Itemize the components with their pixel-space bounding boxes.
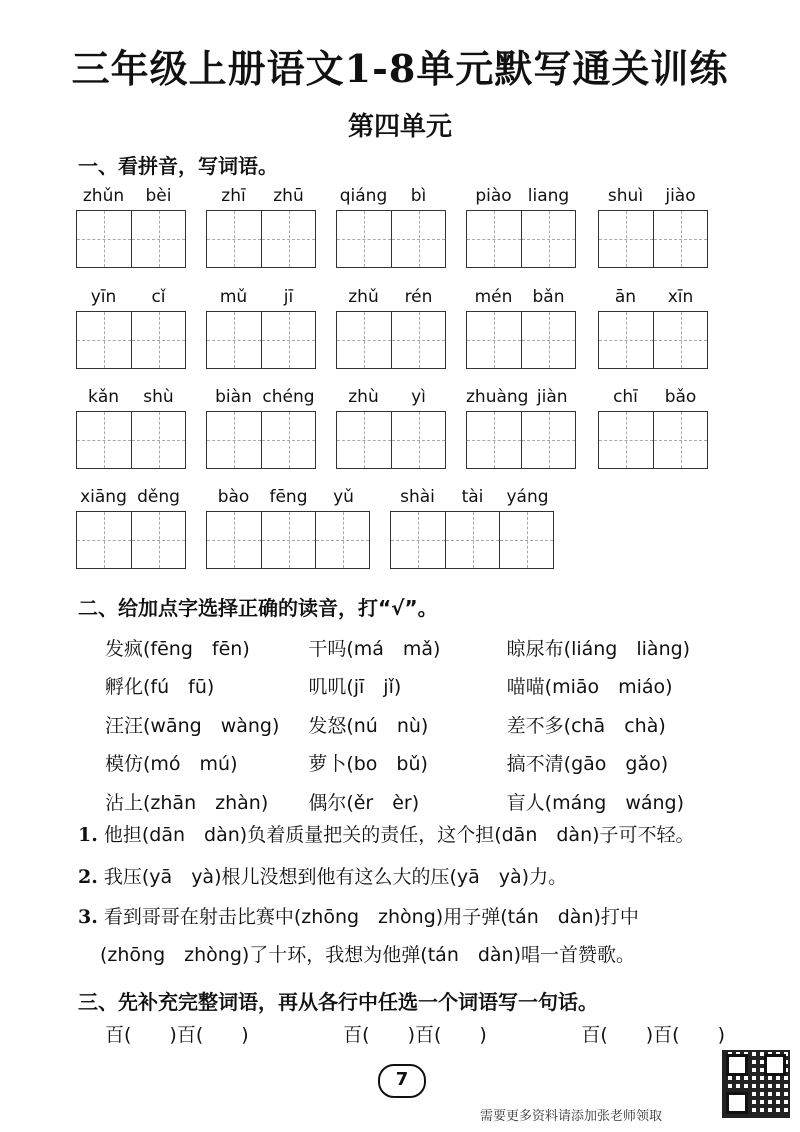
choice-row <box>105 667 705 706</box>
pinyin-label <box>336 387 446 411</box>
pinyin-label <box>206 387 316 411</box>
pinyin-syllable: chī <box>613 387 638 407</box>
pinyin-word <box>466 186 576 270</box>
page-title: 三年级上册语文1-8单元默写通关训练 <box>71 46 729 91</box>
writing-cell[interactable] <box>261 412 315 468</box>
pinyin-syllable: shù <box>143 387 174 407</box>
writing-boxes <box>336 411 446 469</box>
choice-item[interactable]: 叽叽(jī jǐ) <box>308 676 402 699</box>
writing-cell[interactable] <box>391 412 445 468</box>
writing-boxes <box>598 311 708 369</box>
pinyin-label <box>336 186 446 210</box>
pinyin-syllable: cǐ <box>151 287 166 307</box>
pinyin-word <box>76 387 186 471</box>
writing-cell[interactable] <box>337 211 391 267</box>
pinyin-label <box>598 387 708 411</box>
pinyin-syllable: jiàn <box>536 387 568 407</box>
writing-cell[interactable] <box>391 312 445 368</box>
unit-subtitle: 第四单元 <box>347 112 452 142</box>
writing-cell[interactable] <box>131 512 185 568</box>
pinyin-label <box>598 287 708 311</box>
writing-cell[interactable] <box>131 211 185 267</box>
pinyin-syllable: piào <box>475 186 512 206</box>
pinyin-syllable: zhī <box>221 186 246 206</box>
pinyin-label <box>390 487 555 511</box>
writing-cell[interactable] <box>77 512 131 568</box>
pinyin-word <box>598 287 708 371</box>
pinyin-syllable: bào <box>217 487 250 507</box>
choice-item[interactable]: 喵喵(miāo miáo) <box>506 676 673 699</box>
pinyin-syllable: zhū <box>273 186 304 206</box>
section3-heading: 三、先补充完整词语，再从各行中任选一个词语写一句话。 <box>78 990 598 1014</box>
pinyin-syllable: liang <box>527 186 570 206</box>
choice-item[interactable]: 汪汪(wāng wàng) <box>105 714 280 737</box>
pinyin-word <box>76 287 186 371</box>
writing-cell[interactable] <box>499 512 553 568</box>
choice-item[interactable]: 模仿(mó mú) <box>105 753 238 776</box>
pinyin-label <box>76 287 186 311</box>
writing-boxes <box>466 210 576 268</box>
choice-item[interactable]: 孵化(fú fū) <box>105 676 215 699</box>
writing-cell[interactable] <box>207 512 261 568</box>
pinyin-word <box>336 186 446 270</box>
writing-cell[interactable] <box>207 312 261 368</box>
writing-cell[interactable] <box>315 512 369 568</box>
pinyin-syllable: jī <box>283 287 294 307</box>
writing-boxes <box>598 411 708 469</box>
sentence-3: 3. 看到哥哥在射击比赛中(zhōng zhòng)用子弹(tán dàn)打中 <box>78 906 639 928</box>
pinyin-syllable: mǔ <box>219 287 248 307</box>
bai-blank-1[interactable]: 百( )百( ) <box>105 1024 249 1046</box>
pinyin-syllable: yì <box>411 387 426 407</box>
writing-cell[interactable] <box>261 312 315 368</box>
writing-boxes <box>76 411 186 469</box>
pinyin-word <box>76 487 186 571</box>
qr-code-icon <box>722 1050 790 1118</box>
choice-item[interactable]: 偶尔(ěr èr) <box>308 791 420 814</box>
bai-blank-2[interactable]: 百( )百( ) <box>343 1024 487 1046</box>
pinyin-syllable: bì <box>410 186 427 206</box>
pronunciation-choice-grid <box>105 628 705 821</box>
writing-cell[interactable] <box>77 412 131 468</box>
choice-item[interactable]: 搞不清(gāo gǎo) <box>506 753 669 776</box>
choice-item[interactable]: 干吗(má mǎ) <box>308 637 441 660</box>
footer-note: 需要更多资料请添加张老师领取 <box>480 1109 663 1124</box>
writing-boxes <box>76 511 186 569</box>
pinyin-syllable: shài <box>400 487 435 507</box>
writing-cell[interactable] <box>521 412 575 468</box>
pinyin-syllable: biàn <box>215 387 252 407</box>
pinyin-word <box>206 487 371 571</box>
writing-boxes <box>466 411 576 469</box>
pinyin-syllable: yīn <box>90 287 117 307</box>
choice-row <box>105 705 705 744</box>
writing-boxes <box>466 311 576 369</box>
writing-boxes <box>390 511 554 569</box>
writing-cell[interactable] <box>207 412 261 468</box>
section1-heading: 一、看拼音，写词语。 <box>78 154 278 178</box>
writing-cell[interactable] <box>131 412 185 468</box>
choice-row <box>105 628 705 667</box>
pinyin-syllable: bèi <box>145 186 172 206</box>
writing-boxes <box>336 210 446 268</box>
pinyin-syllable: yǔ <box>333 487 354 507</box>
writing-boxes <box>336 311 446 369</box>
pinyin-label <box>466 387 576 411</box>
choice-item[interactable]: 沾上(zhān zhàn) <box>105 791 269 814</box>
writing-cell[interactable] <box>77 312 131 368</box>
choice-item[interactable]: 发怒(nú nù) <box>308 714 429 737</box>
pinyin-word <box>598 387 708 471</box>
choice-row <box>105 744 705 783</box>
pinyin-label <box>76 186 186 210</box>
pinyin-syllable: bǎo <box>664 387 697 407</box>
writing-cell[interactable] <box>391 211 445 267</box>
pinyin-word <box>598 186 708 270</box>
pinyin-word <box>206 287 316 371</box>
pinyin-syllable: fēng <box>269 487 308 507</box>
choice-item[interactable]: 晾尿布(liáng liàng) <box>506 637 691 660</box>
sentence-1: 1. 他担(dān dàn)负着质量把关的责任，这个担(dān dàn)子可不轻。 <box>78 824 695 846</box>
pinyin-word <box>206 387 316 471</box>
writing-cell[interactable] <box>261 211 315 267</box>
pinyin-syllable: zhǔ <box>348 287 379 307</box>
pinyin-word <box>390 487 555 571</box>
pinyin-label <box>206 186 316 210</box>
choice-row <box>105 782 705 821</box>
writing-cell[interactable] <box>207 211 261 267</box>
pinyin-label <box>598 186 708 210</box>
pinyin-syllable: ān <box>614 287 637 307</box>
pinyin-syllable: xīn <box>667 287 694 307</box>
pinyin-syllable: kǎn <box>87 387 120 407</box>
pinyin-syllable: zhǔn <box>82 186 125 206</box>
pinyin-syllable: chéng <box>262 387 315 407</box>
writing-boxes <box>76 311 186 369</box>
pinyin-word <box>466 387 576 471</box>
writing-cell[interactable] <box>445 512 499 568</box>
sentence-2: 2. 我压(yā yà)根儿没想到他有这么大的压(yā yà)力。 <box>78 866 568 888</box>
pinyin-syllable: bǎn <box>532 287 565 307</box>
writing-cell[interactable] <box>337 312 391 368</box>
pinyin-label <box>466 287 576 311</box>
writing-cell[interactable] <box>337 412 391 468</box>
writing-boxes <box>76 210 186 268</box>
writing-cell[interactable] <box>599 211 653 267</box>
writing-cell[interactable] <box>653 211 707 267</box>
pinyin-label <box>76 487 186 511</box>
pinyin-syllable: tài <box>461 487 484 507</box>
pinyin-label <box>76 387 186 411</box>
bai-blank-3[interactable]: 百( )百( ) <box>581 1024 725 1046</box>
page-number: 7 <box>378 1064 426 1098</box>
writing-boxes <box>206 411 316 469</box>
writing-boxes <box>206 511 370 569</box>
writing-cell[interactable] <box>391 512 445 568</box>
pinyin-syllable: rén <box>404 287 433 307</box>
pinyin-word <box>466 287 576 371</box>
pinyin-label <box>336 287 446 311</box>
writing-cell[interactable] <box>653 412 707 468</box>
writing-cell[interactable] <box>653 312 707 368</box>
sentence-3-continued: (zhōng zhòng)了十环，我想为他弹(tán dàn)唱一首赞歌。 <box>100 944 636 966</box>
pinyin-syllable: zhuàng <box>466 387 529 407</box>
bai-word-blanks <box>105 1020 725 1047</box>
pinyin-syllable: jiào <box>665 186 696 206</box>
pinyin-label <box>206 487 371 511</box>
writing-boxes <box>598 210 708 268</box>
choice-item[interactable]: 盲人(máng wáng) <box>506 791 685 814</box>
choice-item[interactable]: 差不多(chā chà) <box>506 714 666 737</box>
pinyin-syllable: zhù <box>348 387 379 407</box>
pinyin-label <box>206 287 316 311</box>
pinyin-syllable: shuì <box>607 186 644 206</box>
pinyin-syllable: yáng <box>506 487 549 507</box>
writing-cell[interactable] <box>467 312 521 368</box>
writing-boxes <box>206 311 316 369</box>
writing-cell[interactable] <box>599 412 653 468</box>
pinyin-syllable: děng <box>137 487 180 507</box>
choice-item[interactable]: 发疯(fēng fēn) <box>105 637 250 660</box>
writing-cell[interactable] <box>77 211 131 267</box>
pinyin-word <box>336 387 446 471</box>
writing-cell[interactable] <box>521 312 575 368</box>
writing-cell[interactable] <box>261 512 315 568</box>
writing-cell[interactable] <box>131 312 185 368</box>
pinyin-word <box>336 287 446 371</box>
pinyin-syllable: xiāng <box>80 487 127 507</box>
writing-boxes <box>206 210 316 268</box>
pinyin-word <box>206 186 316 270</box>
section2-heading: 二、给加点字选择正确的读音，打“√”。 <box>78 596 438 620</box>
pinyin-label <box>466 186 576 210</box>
pinyin-syllable: qiáng <box>339 186 388 206</box>
writing-cell[interactable] <box>467 211 521 267</box>
pinyin-syllable: mén <box>474 287 513 307</box>
pinyin-word <box>76 186 186 270</box>
writing-cell[interactable] <box>521 211 575 267</box>
writing-cell[interactable] <box>599 312 653 368</box>
writing-cell[interactable] <box>467 412 521 468</box>
choice-item[interactable]: 萝卜(bo bǔ) <box>308 753 428 776</box>
